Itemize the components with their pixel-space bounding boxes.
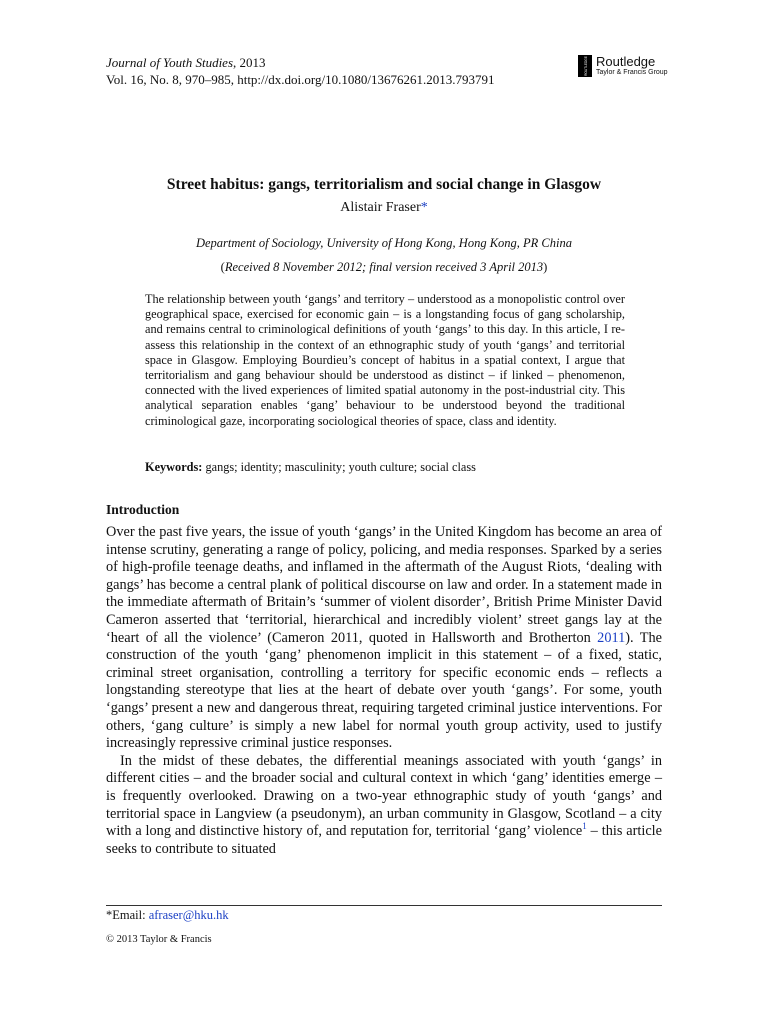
volume-doi-line: Vol. 16, No. 8, 970–985, http://dx.doi.org/10.1080/13676261.2013.793791 — [106, 72, 495, 87]
paragraph-1-text-a: Over the past five years, the issue of youth ‘gangs’ in the United Kingdom has become an area of intense scrutiny, generating a range of policy, policing, and media responses. Sparked by a series of high-profile teenage deaths, and inflamed in the aftermath of the August Riots, ‘dealing with gangs’ has become a central plank of political discourse on law and order. In a statement made in the immediate aftermath of Britain’s ‘summer of violent disorder’, British Prime Minister David Cameron asserted that ‘territorial, hierarchical and incredibly violent’ street gangs lay at the ‘heart of all the violence’ (Cameron 2011, quoted in Hallsworth and Brotherton — [106, 524, 662, 646]
copyright-text: 2013 Taylor & Francis — [113, 934, 212, 945]
journal-header — [106, 54, 494, 88]
received-close-paren: ) — [543, 260, 548, 274]
publisher-name: Routledge — [596, 54, 656, 69]
introduction-body — [106, 524, 662, 858]
footnote-divider — [106, 905, 662, 906]
paragraph-2-text-b: – this article seeks to contribute to situated — [106, 823, 662, 857]
keywords-list: gangs; identity; masculinity; youth culture; social class — [205, 460, 476, 474]
email-link[interactable]: afraser@hku.hk — [148, 908, 229, 922]
journal-year: , 2013 — [233, 55, 266, 70]
journal-name: Journal of Youth Studies — [106, 55, 234, 70]
paragraph-1 — [106, 524, 662, 753]
received-open-paren: ( — [220, 260, 225, 274]
abstract: The relationship between youth ‘gangs’ and territory – understood as a monopolistic control over geographical space, exercised for economic gain – is a longstanding focus of gang scholarship, and remains central to criminological definitions of youth ‘gangs’ to this day. In this article, I re-assess this relationship in the context of an ethnographic study of youth ‘gangs’ and territorial space in Glasgow. Employing Bourdieu’s concept of habitus in a spatial context, I argue that territorialism and gang behaviour should be understood as distinct – if linked – phenomenon, connected with the lived experiences of limited spatial autonomy in the post-industrial city. This analytical separation enables ‘gang’ behaviour to be understood beyond the traditional criminological gaze, incorporating sociological theories of space, class and identity. — [145, 292, 625, 428]
paragraph-2-text-a: In the midst of these debates, the differential meanings associated with youth ‘gangs’ in different cities – and the broader social and cultural context in which ‘gang’ identities emerge – is frequently overlooked. Drawing on a two-year ethnographic study of youth ‘gangs’ and territorial space in Langview (a pseudonym), an urban community in Glasgow, Scotland – a city with a long and distinctive history of, and reputation for, territorial ‘gang’ violence — [106, 752, 662, 840]
keywords-line — [145, 460, 625, 475]
affiliation: Department of Sociology, University of Hong Kong, Hong Kong, PR China — [195, 236, 572, 250]
article-title: Street habitus: gangs, territorialism and social change in Glasgow — [166, 176, 602, 193]
author-line — [0, 200, 768, 216]
email-label: *Email: — [106, 908, 149, 922]
routledge-logo-icon — [578, 55, 592, 77]
copyright-symbol: © — [106, 934, 114, 945]
author-email-footnote — [106, 908, 229, 923]
author-footnote-link[interactable]: * — [420, 200, 428, 215]
footnote-link-1[interactable]: 1 — [582, 821, 587, 832]
paragraph-1-text-b: ). The construction of the youth ‘gang’ phenomenon implicit in this statement – of a fixed, static, criminal street organisation, controlling a territory for specific economic ends – reflects a longstanding stereotype that lies at the heart of debate over youth ‘gangs’. For some, youth ‘gangs’ present a new and dangerous threat, requiring targeted criminal justice interventions. For others, ‘gang culture’ is simply a new label for normal youth group activity, used to justify increasingly repressive criminal justice responses. — [106, 629, 662, 752]
citation-link-2011[interactable]: 2011 — [597, 629, 626, 646]
author-name: Alistair Fraser — [340, 200, 421, 215]
copyright-line — [106, 934, 212, 945]
publisher-logo — [578, 55, 668, 77]
routledge-logo-text: ROUTLEDGE — [584, 56, 588, 76]
keywords-label: Keywords: — [145, 460, 203, 474]
journal-title-line — [106, 54, 494, 71]
paragraph-2 — [106, 753, 662, 859]
publisher-group: Taylor & Francis Group — [596, 69, 668, 76]
received-text: Received 8 November 2012; final version received 3 April 2013 — [224, 260, 544, 274]
section-heading-introduction: Introduction — [106, 502, 180, 517]
received-dates — [0, 260, 768, 275]
